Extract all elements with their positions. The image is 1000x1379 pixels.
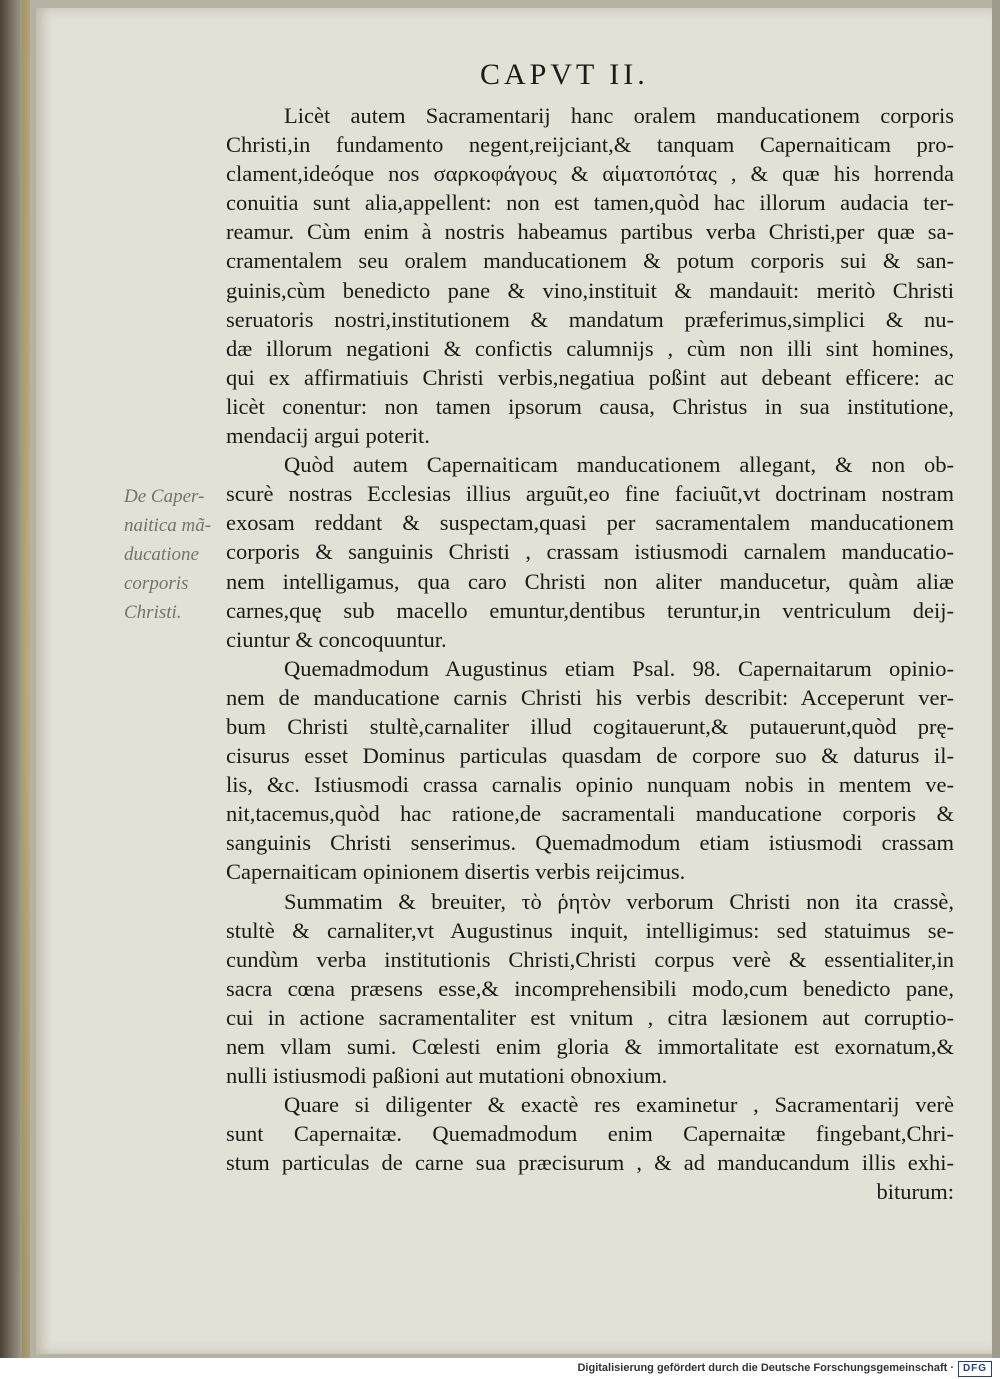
funding-credit: Digitalisierung gefördert durch die Deutsche Forschungsgemeinschaft · xyxy=(577,1362,954,1374)
text-line: cundùm verba institutionis Christi,Christi corpus verè & essentialiter,in xyxy=(226,946,954,972)
text-line: exosam reddant & suspectam,quasi per sacramentalem manducationem xyxy=(226,510,954,536)
footer-bar xyxy=(0,1358,1000,1379)
text-line: qui ex affirmatiuis Christi verbis,negatiua poßint aut debeant efficere: ac xyxy=(226,364,954,390)
body-text xyxy=(226,101,954,1207)
gilt-page-edge xyxy=(22,0,30,1358)
text-line: sanguinis Christi senserimus. Quemadmodum etiam istiusmodi crassam xyxy=(226,830,954,856)
text-line: Capernaiticam opinionem disertis verbis reijcimus. xyxy=(226,859,686,885)
text-line: biturum: xyxy=(876,1179,954,1205)
marginal-note-line: ducatione xyxy=(124,544,199,566)
text-line: nit,tacemus,quòd hac ratione,de sacramentali manducatione corporis & xyxy=(226,801,954,827)
text-line: Quòd autem Capernaiticam manducationem allegant, & non ob- xyxy=(284,452,954,478)
text-line: sacra cœna præsens esse,& incomprehensibili modo,cum benedicto pane, xyxy=(226,975,954,1001)
text-line: nem intelligamus, qua caro Christi non aliter manducetur, quàm aliæ xyxy=(226,568,954,594)
text-line: guinis,cùm benedicto pane & vino,instituit & mandauit: meritò Christi xyxy=(226,277,954,303)
text-line: nulli istiusmodi paßioni aut mutationi obnoxium. xyxy=(226,1063,668,1089)
text-line: corporis & sanguinis Christi , crassam istiusmodi carnalem manducatio- xyxy=(226,539,954,565)
text-line: ciuntur & concoquuntur. xyxy=(226,626,447,652)
marginal-note-line: De Caper- xyxy=(124,486,205,507)
text-line: conuitia sunt alia,appellent: non est tamen,quòd hac illorum audacia ter- xyxy=(226,190,954,216)
text-line: cramentalem seu oralem manducationem & potum corporis sui & san- xyxy=(226,248,954,274)
text-line: clament,ideóque nos σαρκοφάγους & αἱματοπότας , & quæ his horrenda xyxy=(226,161,954,187)
text-line: licèt conentur: non tamen ipsorum causa, Christus in sua institutione, xyxy=(226,393,954,419)
text-line: seruatoris nostri,institutionem & mandatum præferimus,simplici & nu- xyxy=(226,306,954,332)
text-line: nem de manducatione carnis Christi his verbis describit: Acceperunt ver- xyxy=(226,684,954,710)
running-head: CAPVT II. xyxy=(480,58,649,91)
text-line: dæ illorum negationi & confictis calumnijs , cùm non illi sint homines, xyxy=(226,335,954,361)
text-line: nem vllam sumi. Cœlesti enim gloria & immortalitate est exornatum,& xyxy=(226,1034,954,1059)
right-page-edge xyxy=(992,0,1000,1358)
text-line: Licèt autem Sacramentarij hanc oralem manducationem corporis xyxy=(284,103,954,128)
text-line: stultè & carnaliter,vt Augustinus inquit, intelligimus: sed statuimus se- xyxy=(226,917,954,943)
text-line: mendacij argui poterit. xyxy=(226,423,430,449)
text-line: cui in actione sacramentaliter est vnitum , citra læsionem aut corruptio- xyxy=(226,1004,954,1030)
text-line: reamur. Cùm enim à nostris habeamus partibus verba Christi,per quæ sa- xyxy=(226,219,954,245)
text-line: bum Christi stultè,carnaliter illud cogitauerunt,& putauerunt,quòd prę- xyxy=(226,713,954,739)
text-line: carnes,quę sub macello emuntur,dentibus teruntur,in ventriculum deij- xyxy=(226,597,954,623)
text-line: Christi,in fundamento negent,reijciant,& tanquam Capernaiticam pro- xyxy=(226,132,954,158)
text-line: Quare si diligenter & exactè res examinetur , Sacramentarij verè xyxy=(284,1092,954,1118)
marginal-note-line: Christi. xyxy=(124,602,182,624)
text-line: lis, &c. Istiusmodi crassa carnalis opinio nunquam nobis in mentem ve- xyxy=(226,772,954,798)
text-line: Quemadmodum Augustinus etiam Psal. 98. Capernaitarum opinio- xyxy=(284,655,954,681)
dfg-logo[interactable]: DFG xyxy=(958,1361,992,1377)
text-line: sunt Capernaitæ. Quemadmodum enim Capernaitæ fingebant,Chri- xyxy=(226,1121,954,1147)
marginal-note xyxy=(124,482,224,627)
marginal-note-line: naitica mã- xyxy=(124,515,212,537)
text-line: cisurus esset Dominus particulas quasdam de corpore suo & daturus il- xyxy=(226,743,954,769)
text-line: Summatim & breuiter, τὸ ῥητὸν verborum Christi non ita crassè, xyxy=(284,888,954,914)
text-line: stum particulas de carne sua præcisurum , & ad manducandum illis exhi- xyxy=(226,1150,954,1176)
marginal-note-line: corporis xyxy=(124,573,189,595)
text-line: scurè nostras Ecclesias illius arguũt,eo fine faciuũt,vt doctrinam nostram xyxy=(226,481,954,507)
